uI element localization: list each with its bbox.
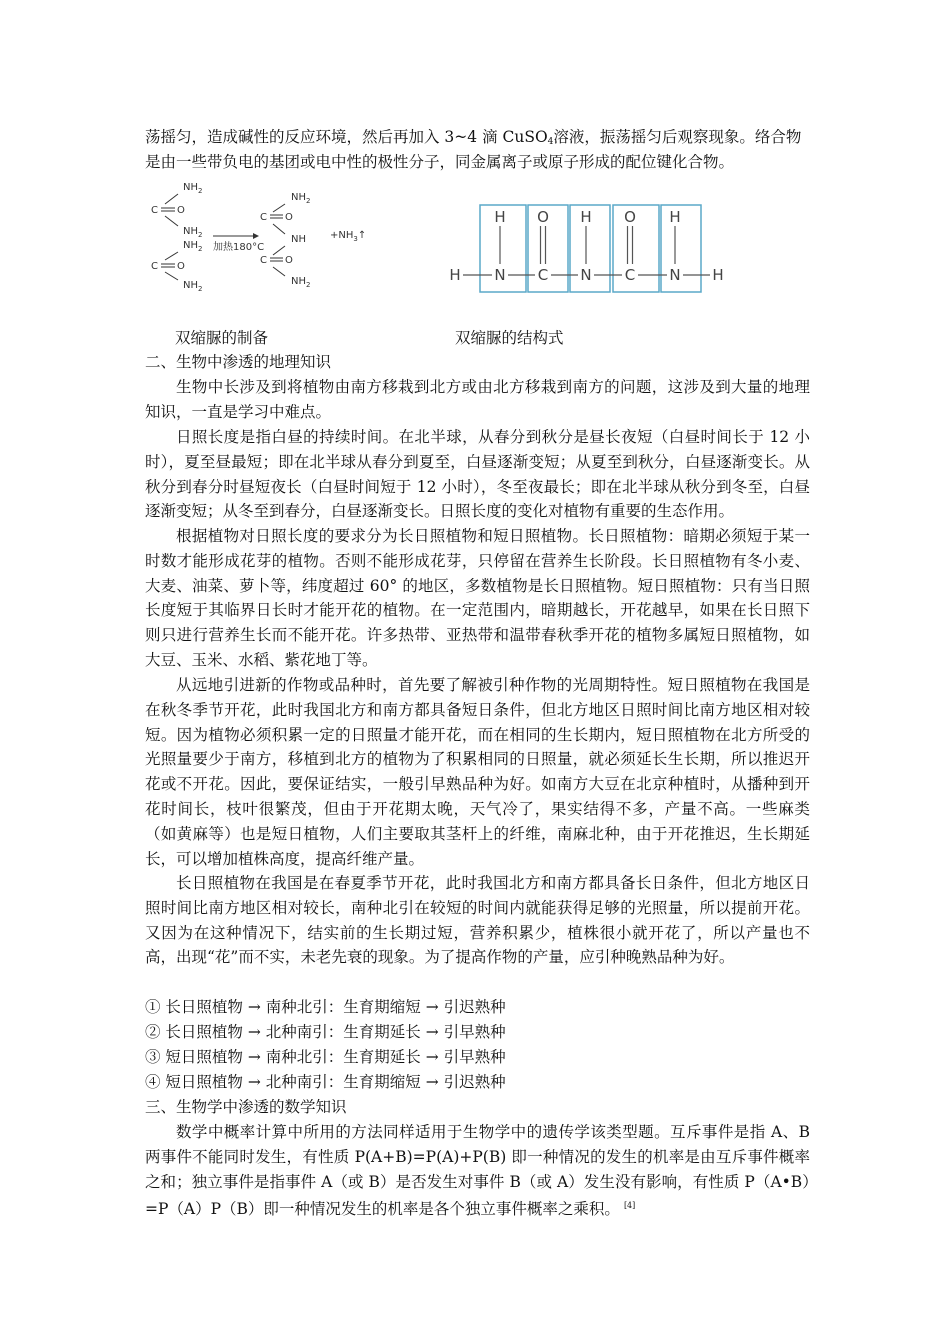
svg-text:C: C: [151, 205, 158, 216]
atom-label: N: [669, 266, 681, 284]
section2-paragraph-2: 日照长度是指白昼的持续时间。在北半球，从春分到秋分是昼长夜短（白昼时间长于 12 小时），夏至昼最短；即在北半球从春分到夏至，白昼逐渐变短；从夏至到秋分，白昼逐渐变长。从秋分到春分时昼短夜长（白昼时间短于 12 小时），冬至夜最长；即在北半球从秋分到冬至，白昼逐渐变短；从冬至到春分，白昼逐渐变长。日照长度的变化对植物有重要的生态作用。: [145, 428, 810, 521]
atom-label: O: [537, 208, 549, 226]
list-item-2: ② 长日照植物 → 北种南引：生育期延长 → 引早熟种: [145, 1023, 506, 1041]
atom-label: N: [494, 266, 506, 284]
svg-text:NH2: $NH_2$: [291, 192, 311, 205]
ammonia-byproduct: $+NH_3↑$: [330, 230, 367, 243]
prep-caption: 双缩脲的制备: [175, 329, 269, 347]
svg-text:O: O: [285, 212, 293, 223]
section2-heading: 二、生物中渗透的地理知识: [145, 353, 332, 371]
reference-marker: [4]: [623, 1201, 636, 1211]
section3-heading: 三、生物学中渗透的数学知识: [145, 1098, 347, 1116]
list-item-1: ① 长日照植物 → 南种北引：生育期缩短 → 引迟熟种: [145, 998, 506, 1016]
svg-text:NH2: $NH_2$: [183, 280, 203, 293]
svg-text:NH2: $NH_2$: [183, 240, 203, 253]
atom-label: O: [624, 208, 636, 226]
section3-paragraph-1: 数学中概率计算中所用的方法同样适用于生物学中的遗传学该类型题。互斥事件是指 A、B 两事件不能同时发生，有性质 P(A+B)=P(A)+P(B) 即一种情况的发生的机率是由互斥事件概率之和；独立事件是指事件 A（或 B）是否发生对事件 B（或 A）发生没有影响，有性质 P（A•B）=P（A）P（B）即一种情况发生的机率是各个独立事件概率之乘积。 [4]: [145, 1123, 810, 1219]
svg-text:O: O: [177, 261, 185, 272]
reaction-arrow: [213, 233, 264, 253]
atom-label: H: [449, 266, 461, 284]
atom-label: C: [624, 266, 636, 284]
section2-paragraph-3: 根据植物对日照长度的要求分为长日照植物和短日照植物。长日照植物：暗期必须短于某一时数才能形成花芽的植物。否则不能形成花芽，只停留在营养生长阶段。长日照植物有冬小麦、大麦、油菜、萝卜等，纬度超过 60° 的地区，多数植物是长日照植物。短日照植物：只有当日照长度短于其临界日长时才能开花的植物。在一定范围内，暗期越长，开花越早，如果在长日照下则只进行营养生长而不能开花。许多热带、亚热带和温带春秋季开花的植物多属短日照植物，如大豆、玉米、水稻、紫花地丁等。: [145, 527, 810, 669]
group-frame: [613, 205, 659, 292]
structure-caption: 双缩脲的结构式: [455, 329, 564, 347]
group-frame: [661, 205, 701, 292]
list-item-3: ③ 短日照植物 → 南种北引：生育期延长 → 引早熟种: [145, 1048, 506, 1066]
svg-text:NH2: $NH_2$: [291, 276, 311, 289]
section2-paragraph-4: 从远地引进新的作物或品种时，首先要了解被引种作物的光周期特性。短日照植物在我国是在秋冬季节开花，此时我国北方和南方都具备短日条件，但北方地区日照时间比南方地区相对较短。因为植物必须积累一定的日照量才能开花，而在相同的生长期内，短日照植物在北方所受的光照量要少于南方，移植到北方的植物为了积累相同的日照量，就必须延长生长期，所以推迟开花或不开花。因此，要保证结实，一般引早熟品种为好。如南方大豆在北京种植时，从播种到开花时间长，枝叶很繁茂，但由于开花期太晚，天气冷了，果实结得不多，产量不高。一些麻类（如黄麻等）也是短日植物，人们主要取其茎杆上的纤维，南麻北种，由于开花推迟，生长期延长，可以增加植株高度，提高纤维产量。: [145, 676, 810, 868]
svg-text:C: C: [260, 212, 267, 223]
section2-paragraph-1: 生物中长涉及到将植物由南方移栽到北方或由北方移栽到南方的问题，这涉及到大量的地理知识，一直是学习中难点。: [145, 378, 810, 421]
urea-molecule-2: [151, 240, 202, 293]
atom-label: C: [537, 266, 549, 284]
atom-label: H: [712, 266, 724, 284]
intro-line-1: 荡摇匀，造成碱性的反应环境，然后再加入 3~4 滴 CuSO$_4$溶液，振荡摇匀后观察现象。络合物: [145, 128, 802, 147]
svg-text:NH: NH: [291, 234, 306, 245]
intro-line-2: 是由一些带负电的基团或电中性的极性分子，同金属离子或原子形成的配位键化合物。: [145, 153, 735, 171]
urea-molecule-1: [151, 182, 202, 239]
biuret-structure-figure: [440, 200, 740, 300]
svg-text:O: O: [285, 255, 293, 266]
svg-text:NH2: $NH_2$: [183, 182, 203, 195]
svg-text:C: C: [151, 261, 158, 272]
atom-label: H: [669, 208, 681, 226]
structure-diagram: [449, 205, 723, 292]
atom-label: H: [494, 208, 506, 226]
section2-paragraph-5: 长日照植物在我国是在春夏季节开花，此时我国北方和南方都具备长日条件，但北方地区日照时间比南方地区相对较长，南种北引在较短的时间内就能获得足够的光照量，所以提前开花。又因为在这种情况下，结实前的生长期过短，营养积累少，植株很小就开花了，所以产量也不高，出现“花”而不实，未老先衰的现象。为了提高作物的产量，应引种晚熟品种为好。: [145, 874, 810, 967]
list-item-4: ④ 短日照植物 → 北种南引：生育期缩短 → 引迟熟种: [145, 1073, 506, 1091]
biuret-preparation-figure: [145, 176, 425, 296]
atom-label: N: [580, 266, 592, 284]
svg-text:加热180°C: 加热180°C: [213, 242, 265, 253]
atom-label: H: [580, 208, 592, 226]
biuret-molecule: [260, 192, 310, 289]
svg-text:C: C: [260, 255, 267, 266]
svg-text:NH2: $NH_2$: [183, 226, 203, 239]
svg-text:O: O: [177, 205, 185, 216]
